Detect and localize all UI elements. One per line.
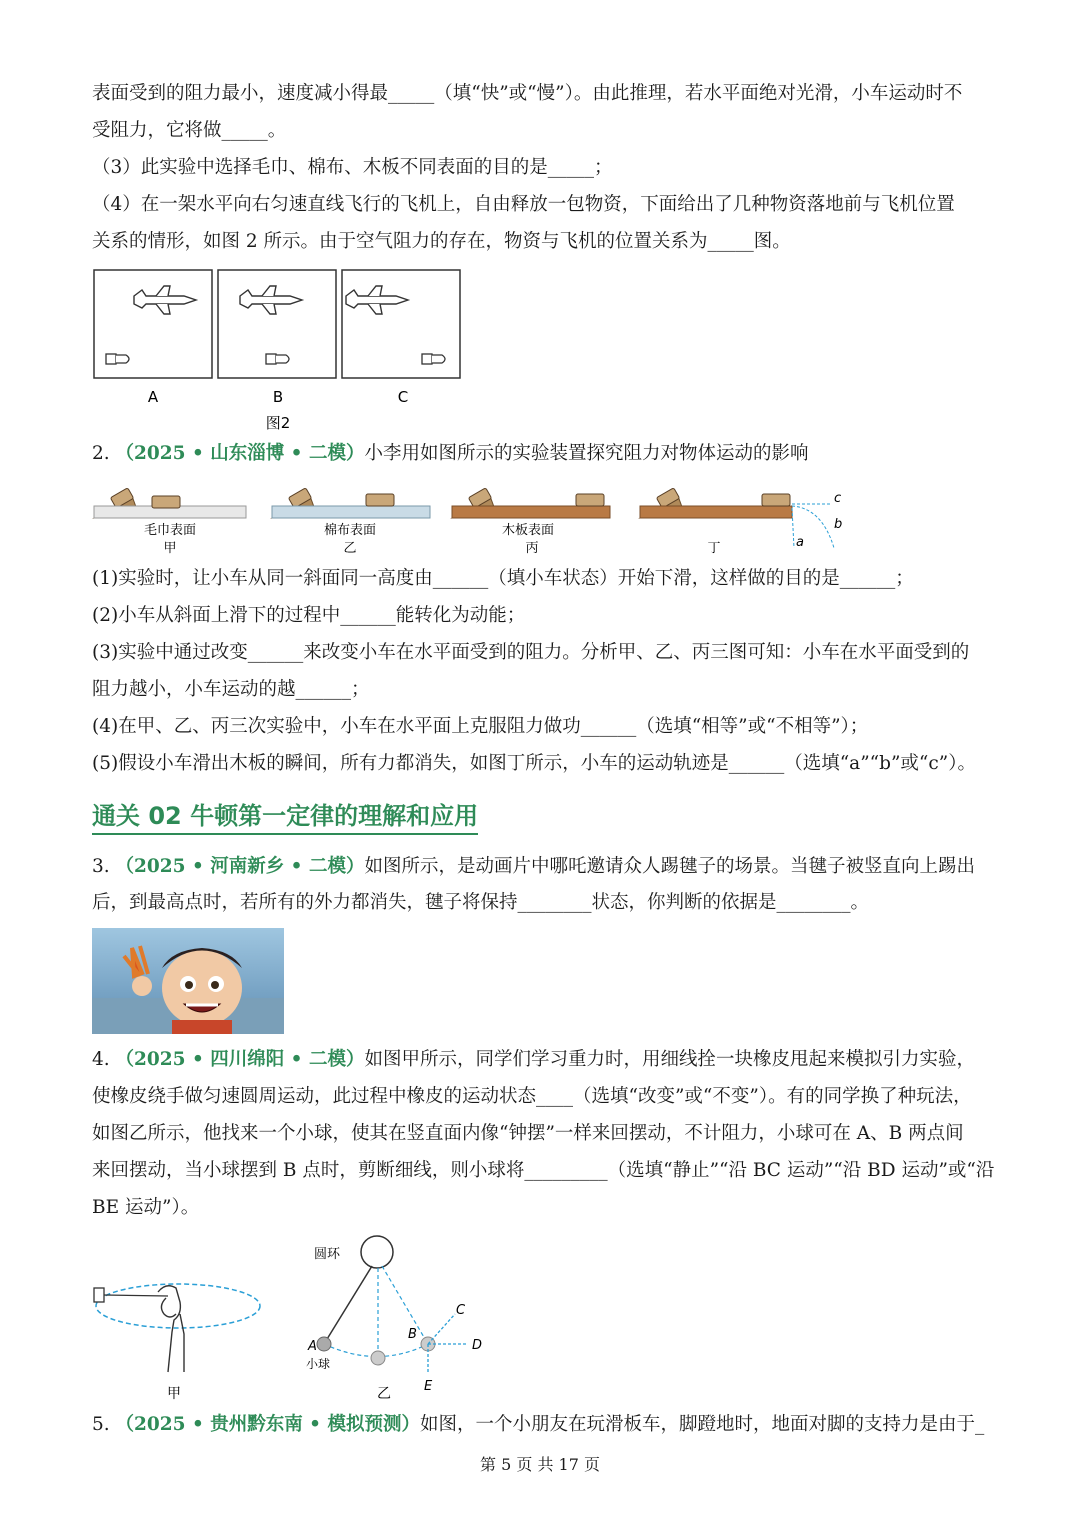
q2-experiment-figure (92, 478, 862, 558)
q2-p4: (4)在甲、乙、丙三次实验中，小车在水平面上克服阻力做功______（选填“相等”或“不相等”）； (92, 716, 869, 737)
cart-icon (152, 496, 180, 508)
q4-line-5: BE 运动”）。 (92, 1197, 200, 1218)
ball-icon (317, 1337, 331, 1351)
setup-bing (452, 488, 610, 556)
label-C: C (456, 1303, 466, 1318)
page-footer: 第 5 页 共 17 页 (480, 1455, 600, 1474)
setup-jia (94, 488, 246, 556)
q4-figure-jia (88, 1262, 268, 1402)
cart-icon (576, 494, 604, 506)
surface-towel: 毛巾表面 (143, 523, 197, 538)
q1-line-3: （3）此实验中选择毛巾、棉布、木板不同表面的目的是_____； (92, 157, 613, 178)
label-bing: 丙 (525, 541, 539, 556)
label-ring: 圆环 (313, 1247, 340, 1262)
surface-wood: 木板表面 (501, 523, 555, 538)
plane-icon (134, 286, 196, 314)
nezha-image (92, 928, 284, 1034)
panel-a (94, 270, 212, 406)
cargo-icon (266, 354, 289, 364)
q4-figure-yi (300, 1234, 500, 1404)
q3-line-2: 后，到最高点时，若所有的外力都消失，毽子将保持________状态，你判断的依据是________。 (92, 892, 870, 913)
label-a: A (147, 388, 159, 406)
figure-2-planes (92, 268, 464, 438)
q1-line-5: 关系的情形，如图 2 所示。由于空气阻力的存在，物资与飞机的位置关系为_____图。 (92, 231, 791, 252)
surface-cotton: 棉布表面 (323, 523, 377, 538)
label-yi: 乙 (377, 1386, 391, 1402)
q1-line-1: 表面受到的阻力最小，速度减小得最_____（填“快”或“慢”）。由此推理，若水平面绝对光滑，小车运动时不 (92, 83, 963, 104)
q5-number: 5. (92, 1414, 110, 1435)
traj-a: a (796, 535, 804, 550)
label-b: B (272, 388, 284, 406)
q1-line-4: （4）在一架水平向右匀速直线飞行的飞机上，自由释放一包物资，下面给出了几种物资落地前与飞机位置 (92, 194, 955, 215)
label-D: D (472, 1338, 483, 1353)
q4-line-3: 如图乙所示，他找来一个小球，使其在竖直面内像“钟摆”一样来回摆动，不计阻力，小球可在 A、B 两点间 (92, 1123, 964, 1144)
cargo-icon (106, 354, 129, 364)
q4-line-2: 使橡皮绕手做匀速圆周运动，此过程中橡皮的运动状态____（选填“改变”或“不变”）。有的同学换了种玩法， (92, 1086, 972, 1107)
plane-icon (240, 286, 302, 314)
label-yi: 乙 (343, 541, 357, 556)
plane-icon (346, 286, 408, 314)
q3-source: （2025 • 河南新乡 • 二模） (115, 856, 365, 877)
panel-b (218, 270, 336, 406)
label-jia: 甲 (167, 1386, 181, 1402)
panel-c (342, 270, 460, 406)
q2-p2: (2)小车从斜面上滑下的过程中______能转化为动能； (92, 605, 526, 626)
q4-line-1 (92, 1048, 975, 1072)
label-c: C (397, 388, 409, 406)
label-ball: 小球 (306, 1357, 331, 1371)
label-ding: 丁 (707, 541, 721, 556)
q4-source: （2025 • 四川绵阳 • 二模） (115, 1049, 365, 1070)
q2-p5: (5)假设小车滑出木板的瞬间，所有力都消失，如图丁所示，小车的运动轨迹是______（选填“a”“b”或“c”）。 (92, 753, 976, 774)
q4-number: 4. (92, 1049, 110, 1070)
setup-ding (640, 488, 842, 556)
q2-number: 2. (92, 443, 110, 464)
hand-icon (158, 1286, 184, 1372)
figure-2-caption: 图2 (265, 414, 291, 432)
label-jia: 甲 (163, 541, 177, 556)
cargo-icon (422, 354, 445, 364)
q1-line-2: 受阻力，它将做_____。 (92, 120, 287, 141)
q5-line-1 (92, 1413, 984, 1437)
ring-icon (361, 1236, 393, 1268)
eraser-icon (94, 1288, 104, 1302)
q5-source: （2025 • 贵州黔东南 • 模拟预测） (115, 1414, 420, 1435)
q2-source: （2025 • 山东淄博 • 二模） (115, 443, 365, 464)
q2-p3b: 阻力越小，小车运动的越______； (92, 679, 370, 700)
q4-line-4: 来回摆动，当小球摆到 B 点时，剪断细线，则小球将_________（选填“静止”“沿 BC 运动”“沿 BD 运动”或“沿 (92, 1160, 995, 1181)
traj-b: b (834, 517, 843, 532)
label-B: B (408, 1327, 417, 1342)
q2-stem (92, 442, 808, 466)
setup-yi (272, 488, 430, 556)
traj-c: c (834, 491, 842, 506)
cart-icon (762, 494, 790, 506)
q2-p1: (1)实验时，让小车从同一斜面同一高度由______（填小车状态）开始下滑，这样做的目的是______； (92, 568, 914, 589)
label-E: E (424, 1379, 433, 1394)
cart-icon (366, 494, 394, 506)
q3-text-1: 如图所示，是动画片中哪吒邀请众人踢毽子的场景。当毽子被竖直向上踢出 (364, 856, 975, 877)
section-heading: 通关 02 牛顿第一定律的理解和应用 (92, 796, 478, 835)
q3-number: 3. (92, 856, 110, 877)
q2-p3a: (3)实验中通过改变______来改变小车在水平面受到的阻力。分析甲、乙、丙三图可知：小车在水平面受到的 (92, 642, 970, 663)
q5-text-1: 如图，一个小朋友在玩滑板车，脚蹬地时，地面对脚的支持力是由于_ (419, 1414, 985, 1435)
q4-text-1: 如图甲所示，同学们学习重力时，用细线拴一块橡皮甩起来模拟引力实验， (364, 1049, 975, 1070)
q2-stem-text: 小李用如图所示的实验装置探究阻力对物体运动的影响 (364, 443, 809, 464)
q3-line-1 (92, 855, 975, 879)
label-A: A (308, 1339, 317, 1354)
